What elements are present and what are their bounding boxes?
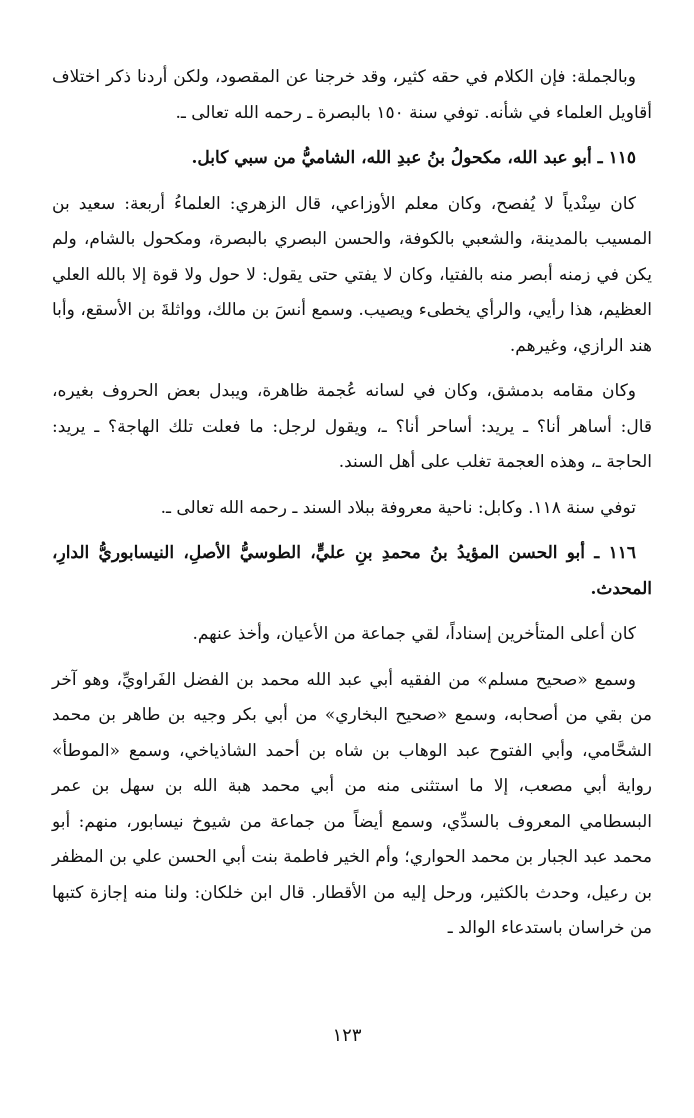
entry-115-heading: ١١٥ ـ أبو عبد الله، مكحولُ بنُ عبدِ الله، الشاميُّ من سبي كابل. — [191, 148, 636, 168]
entry-115-biography: كان سِنْدياً لا يُفصح، وكان معلم الأوزاعي، قال الزهري: العلماءُ أربعة: سعيد بن المسيب بالمدينة، والشعبي بالكوفة، والحسن البصري بالبصرة، ومكحول بالشام، ولم يكن في زمنه أبصر منه بالفتيا، وكان لا يفتي حتى يقول: لا حول ولا قوة إلا بالله العلي العظيم، هذا رأيي، والرأي يخطىء ويصيب. وسمع أنسَ بن مالك، وواثلةَ بن الأسقع، وأبا هند الرازي، وغيرهم. — [52, 193, 653, 356]
entry-116-intro: كان أعلى المتأخرين إسناداً، لقي جماعة من الأعيان، وأخذ عنهم. — [192, 624, 636, 644]
entry-116-hearing: وسمع «صحيح مسلم» من الفقيه أبي عبد الله محمد بن الفضل الفَراويِّ، وهو آخر من بقي من أصحابه، وسمع «صحيح البخاري» من أبي بكر وجيه بن طاهر بن محمد الشحَّامي، وأبي الفتوح عبد الوهاب بن شاه بن أحمد الشاذياخي، وسمع «الموطأ» رواية أبي مصعب، إلا ما استثنى منه من أبي محمد هبة الله بن سهل بن عمر البسطامي المعروف بالسدِّي، وسمع أيضاً من جماعة من شيوخ نيسابور، منهم: أبو محمد عبد الجبار بن محمد الحواري؛ وأم الخير فاطمة بنت أبي الحسن علي بن المظفر بن رعيل، وحدث بالكثير، ورحل إليه من الأقطار. قال ابن خلكان: ولنا منه إجازة كتبها من خراسان باستدعاء الوالد ـ — [52, 669, 652, 938]
entry-115-death: توفي سنة ١١٨. وكابل: ناحية معروفة ببلاد السند ـ رحمه الله تعالى ـ. — [160, 497, 636, 518]
page-number: ١٢٣ — [332, 1025, 362, 1046]
entry-115-speech: وكان مقامه بدمشق، وكان في لسانه عُجمة ظاهرة، ويبدل بعض الحروف بغيره، قال: أساهر أنا؟ ـ يريد: أساحر أنا؟ ـ، ويقول لرجل: ما فعلت تلك الهاجة؟ ـ يريد: الحاجة ـ، وهذه العجمة تغلب على أهل السند. — [52, 381, 652, 472]
paragraph-intro: وبالجملة: فإن الكلام في حقه كثير، وقد خرجنا عن المقصود، ولكن أردنا ذكر اختلاف أقاويل العلماء في شأنه. توفي سنة ١٥٠ بالبصرة ـ رحمه الله تعالى ـ. — [52, 67, 652, 123]
page-body — [52, 60, 652, 947]
entry-116-heading: ١١٦ ـ أبو الحسن المؤيدُ بنُ محمدِ بنِ عليٍّ، الطوسيُّ الأصلِ، النيسابوريُّ الدارِ، المحدث. — [52, 543, 652, 599]
